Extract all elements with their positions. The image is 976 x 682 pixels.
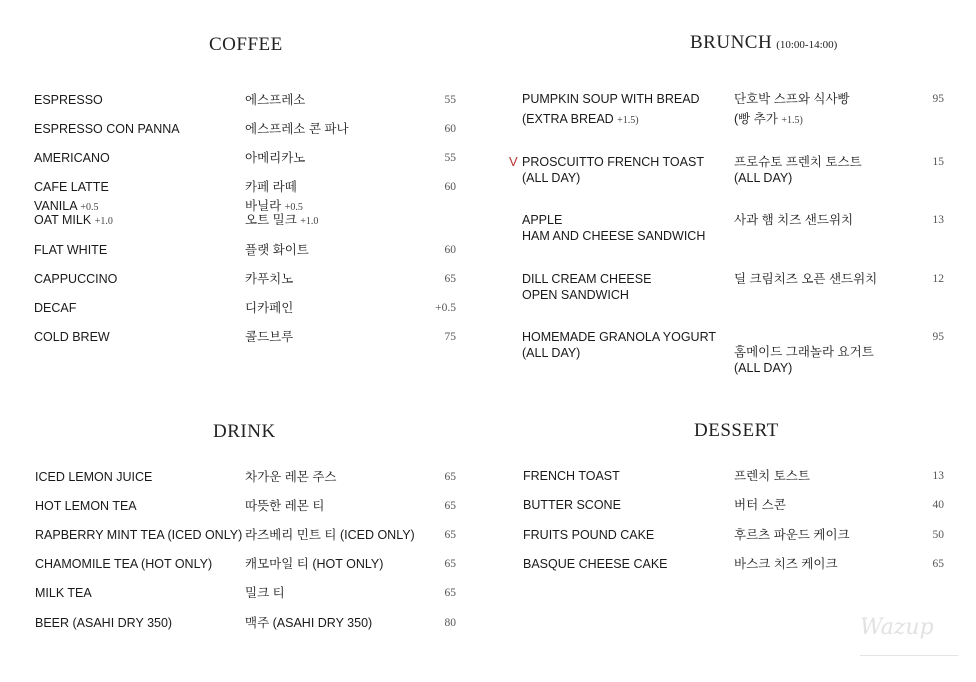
brunch-title: BRUNCH (10:00-14:00) [690, 32, 838, 53]
item-name-en: MILK TEA [35, 586, 92, 600]
option-name-en: VANILA +0.5 [34, 199, 99, 213]
item-name-ko: 프로슈토 프렌치 토스트 (ALL DAY) [734, 155, 862, 185]
item-name-ko: 딜 크림치즈 오픈 샌드위치 [734, 272, 878, 286]
item-price: 50 [932, 529, 944, 541]
recommended-mark-icon: V [509, 154, 518, 169]
item-name-ko: 프렌치 토스트 [734, 469, 810, 483]
watermark-underline [860, 655, 958, 656]
item-price: 60 [444, 244, 456, 256]
item-name-en: BUTTER SCONE [523, 498, 621, 512]
item-price: 65 [444, 529, 456, 541]
item-name-ko: 플랫 화이트 [245, 243, 309, 257]
item-name-ko: 버터 스콘 [734, 498, 786, 512]
item-name-en: CAFE LATTE [34, 180, 109, 194]
watermark-text: Wazup [860, 615, 934, 640]
item-price: 65 [444, 471, 456, 483]
item-name-en: ESPRESSO CON PANNA [34, 122, 180, 136]
item-price: 65 [444, 558, 456, 570]
dessert-title: DESSERT [694, 420, 779, 441]
item-name-en: RAPBERRY MINT TEA (ICED ONLY) [35, 528, 243, 542]
item-name-ko: 단호박 스프와 식사빵 (빵 추가 +1.5) [734, 92, 850, 126]
option-name-en: OAT MILK +1.0 [34, 213, 113, 227]
item-name-ko: 카페 라떼 [245, 180, 297, 194]
item-name-ko: 에스프레소 [245, 93, 306, 107]
item-price: 13 [932, 470, 944, 482]
item-name-en: AMERICANO [34, 151, 110, 165]
watermark-logo [860, 615, 960, 661]
item-name-en: ESPRESSO [34, 93, 103, 107]
item-name-en: ICED LEMON JUICE [35, 470, 153, 484]
item-price: 13 [932, 214, 944, 226]
item-name-ko: 바스크 치즈 케이크 [734, 557, 838, 571]
item-price: 65 [444, 587, 456, 599]
item-name-en: COLD BREW [34, 330, 110, 344]
item-name-ko: 콜드브루 [245, 330, 294, 344]
coffee-title: COFFEE [209, 34, 283, 55]
item-name-en: DECAF [34, 301, 77, 315]
item-name-en: CAPPUCCINO [34, 272, 118, 286]
item-name-en: CHAMOMILE TEA (HOT ONLY) [35, 557, 213, 571]
drink-title: DRINK [213, 421, 276, 442]
item-name-ko: 디카페인 [245, 301, 294, 315]
item-name-ko: 사과 햄 치즈 샌드위치 [734, 213, 854, 227]
brunch-hours: (10:00-14:00) [776, 39, 838, 51]
item-name-ko: 차가운 레몬 주스 [245, 470, 337, 484]
item-price: 60 [444, 181, 456, 193]
item-name-ko: 밀크 티 [245, 586, 285, 600]
item-price: 55 [444, 94, 456, 106]
item-price: +0.5 [435, 302, 456, 314]
item-name-en: FRENCH TOAST [523, 469, 620, 483]
item-name-en: FLAT WHITE [34, 243, 108, 257]
item-price: 65 [932, 558, 944, 570]
item-name-ko: 맥주 (ASAHI DRY 350) [245, 616, 373, 630]
item-price: 12 [932, 273, 944, 285]
item-name-en: FRUITS POUND CAKE [523, 528, 655, 542]
option-name-ko: 바닐라 +0.5 [245, 199, 303, 213]
item-name-en: HOT LEMON TEA [35, 499, 137, 513]
item-name-en: HOMEMADE GRANOLA YOGURT (ALL DAY) [522, 330, 717, 360]
item-name-ko: 에스프레소 콘 파나 [245, 122, 349, 136]
item-price: 95 [932, 331, 944, 343]
item-price: 80 [444, 617, 456, 629]
item-price: 65 [444, 500, 456, 512]
item-name-en: PROSCUITTO FRENCH TOAST (ALL DAY) [522, 155, 704, 185]
item-name-en: BEER (ASAHI DRY 350) [35, 616, 173, 630]
option-name-ko: 오트 밀크 +1.0 [245, 213, 319, 227]
item-name-en: PUMPKIN SOUP WITH BREAD (EXTRA BREAD +1.5) [522, 92, 700, 126]
item-price: 55 [444, 152, 456, 164]
item-name-ko: 아메리카노 [245, 151, 306, 165]
item-name-ko: 따뜻한 레몬 티 [245, 499, 325, 513]
item-name-ko: 홈메이드 그래놀라 요거트 (ALL DAY) [734, 345, 874, 375]
item-name-ko: 카푸치노 [245, 272, 294, 286]
item-price: 40 [932, 499, 944, 511]
item-name-en: BASQUE CHEESE CAKE [523, 557, 668, 571]
item-price: 15 [932, 156, 944, 168]
item-name-ko: 후르츠 파운드 케이크 [734, 528, 850, 542]
item-name-en: DILL CREAM CHEESE OPEN SANDWICH [522, 272, 652, 302]
item-name-en: APPLE HAM AND CHEESE SANDWICH [522, 213, 706, 243]
item-name-ko: 캐모마일 티 (HOT ONLY) [245, 557, 384, 571]
item-price: 60 [444, 123, 456, 135]
item-price: 75 [444, 331, 456, 343]
item-price: 95 [932, 93, 944, 105]
item-price: 65 [444, 273, 456, 285]
item-name-ko: 라즈베리 민트 티 (ICED ONLY) [245, 528, 415, 542]
